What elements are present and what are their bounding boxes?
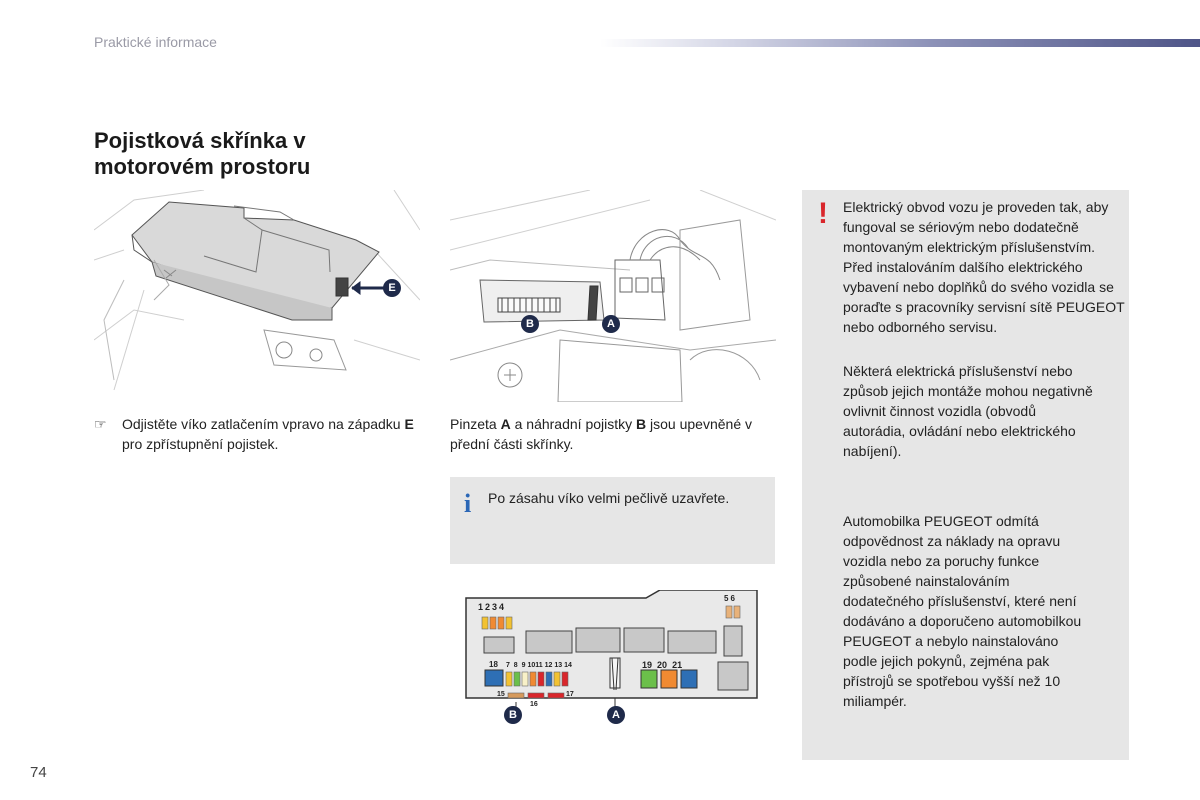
fuse-labels-1-4: 1234 <box>478 602 507 612</box>
info-icon: i <box>464 489 472 518</box>
fuse-layout-diagram <box>460 590 760 730</box>
diagram-callout-b: B <box>504 706 522 724</box>
callout-b: B <box>521 315 539 333</box>
fuse-label-18: 18 <box>489 660 498 669</box>
callout-e: E <box>383 279 401 297</box>
page-number: 74 <box>30 764 47 781</box>
header-bar <box>600 39 1200 47</box>
warning-paragraph-3: Automobilka PEUGEOT odmítá odpovědnost za náklady na opravu vozidla nebo za poruchy funkce způsobené nainstalováním dodatečného příslušenství, které není dodáváno a doporučeno automobilkou PEUGEOT a nebylo nainstalováno podle jejich pokynů, zejména pak přístrojů se spotřebou vyšší než 10 miliampér. <box>843 513 1082 709</box>
fuse-label-15: 15 <box>497 691 505 698</box>
fuse-labels-19-21: 19 20 21 <box>642 660 683 670</box>
step1-text: Odjistěte víko zatlačením vpravo na západku E pro zpřístupnění pojistek. <box>122 416 414 452</box>
fuse-label-17: 17 <box>566 691 574 698</box>
callout-a: A <box>602 315 620 333</box>
fusebox-cover-illustration <box>94 190 420 410</box>
fuse-labels-7-14: 7 8 9 1011 12 13 14 <box>506 662 572 669</box>
page-title: Pojistková skřínka v motorovém prostoru <box>94 128 311 179</box>
info-text: Po zásahu víko velmi pečlivě uzavřete. <box>488 490 730 506</box>
diagram-callout-a: A <box>607 706 625 724</box>
section-label: Praktické informace <box>94 34 217 50</box>
fuse-labels-5-6: 56 <box>724 594 737 603</box>
step2-text: Pinzeta A a náhradní pojistky B jsou upevněné v přední části skřínky. <box>450 416 752 452</box>
info-box <box>450 477 775 564</box>
tweezers-spares-illustration <box>450 190 776 402</box>
warning-paragraph-1: Elektrický obvod vozu je proveden tak, aby fungoval se sériovým nebo dodatečně montovaným elektrickým příslušenstvím. Před instalováním dalšího elektrického vybavení nebo doplňků do svého vozidla se poraďte s pracovníky servisní sítě PEUGEOT nebo odborného servisu. <box>843 199 1125 335</box>
warning-box <box>802 190 1129 760</box>
bullet-icon: ☞ <box>94 416 107 432</box>
warning-icon: ! <box>818 197 828 230</box>
fuse-label-16: 16 <box>530 701 538 708</box>
warning-paragraph-2: Některá elektrická příslušenství nebo způsob jejich montáže mohou negativně ovlivnit činnost vozidla (obvodů autorádia, ovládání nebo elektrického nabíjení). <box>843 363 1093 459</box>
